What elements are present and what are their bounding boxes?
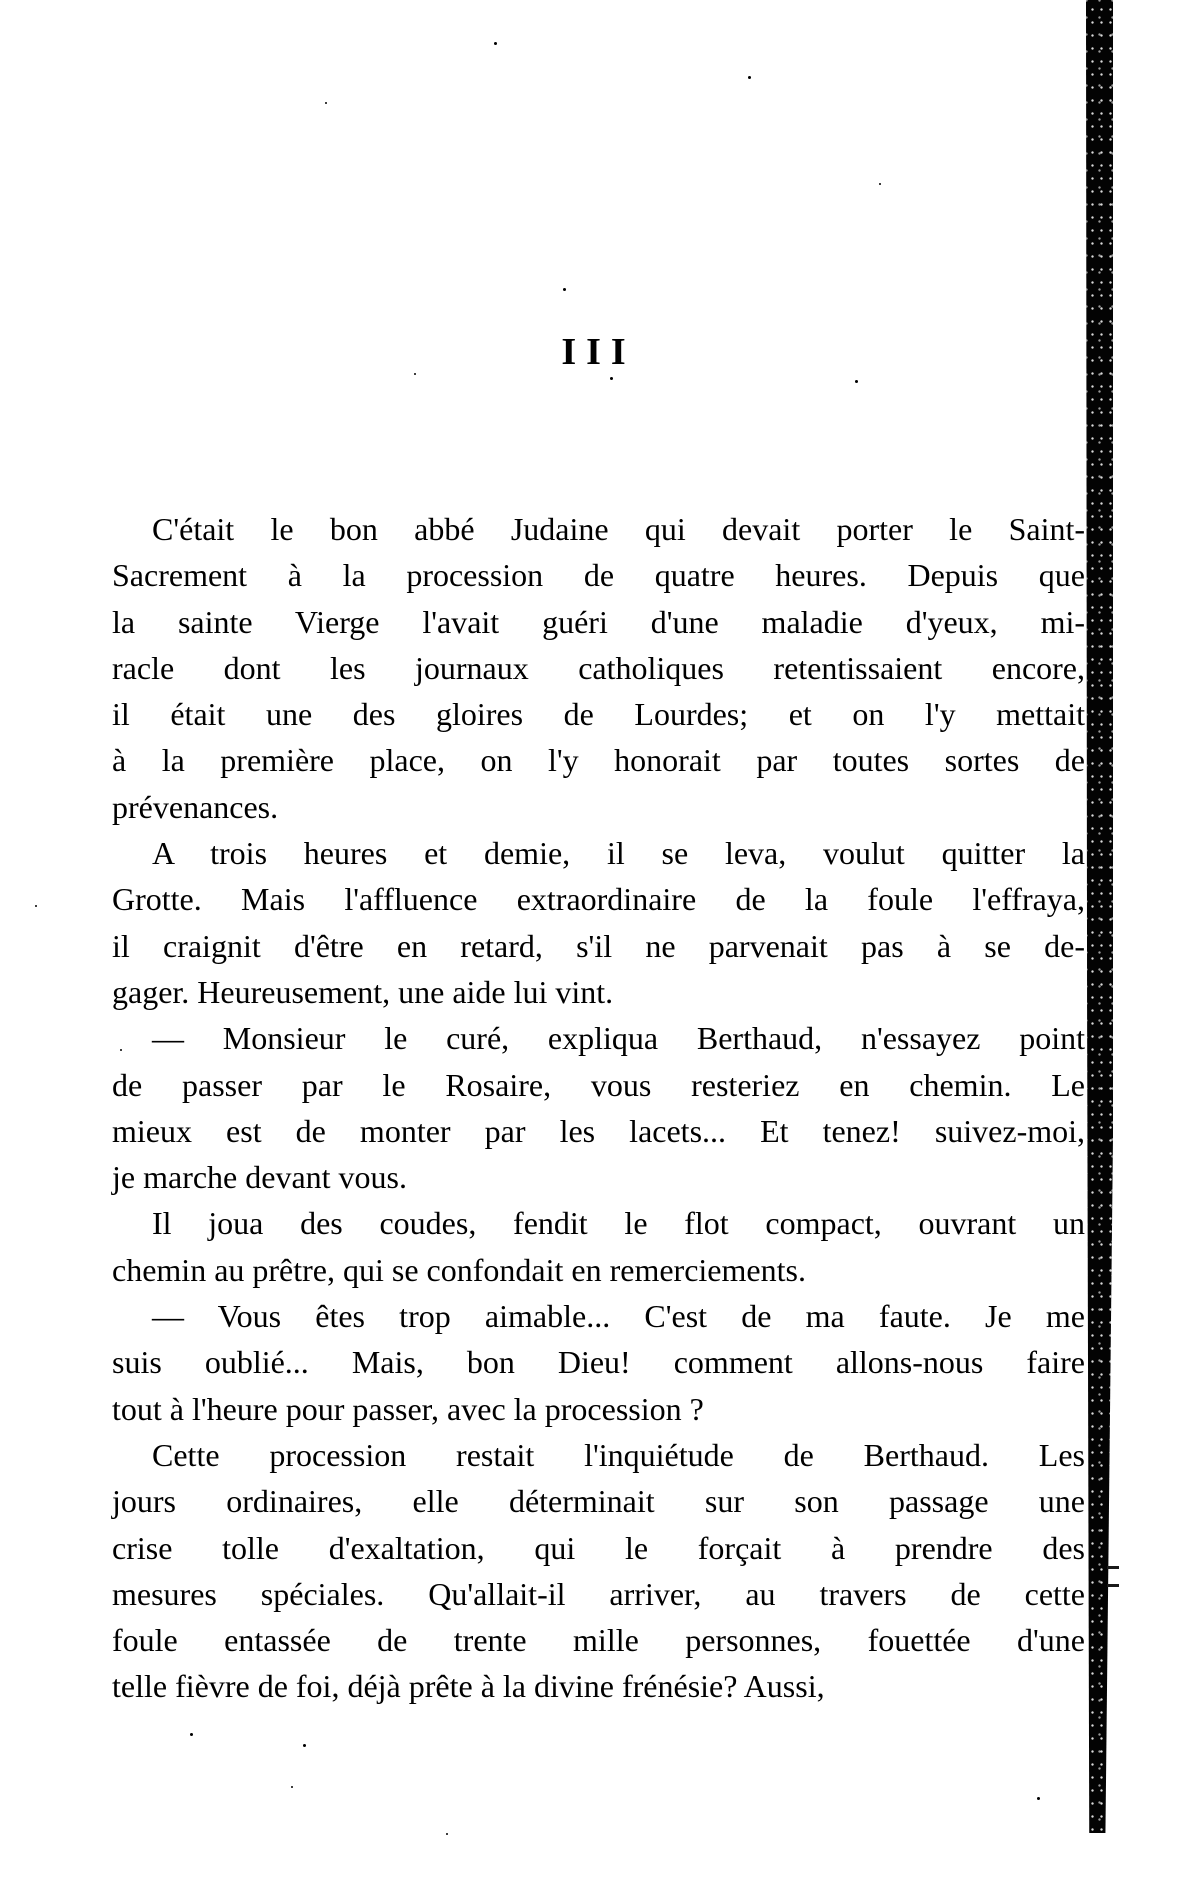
chapter-heading: III bbox=[561, 331, 636, 373]
text-line: racle dont les journaux catholiques retentissaient encore, bbox=[112, 649, 1085, 686]
text-line: suis oublié... Mais, bon Dieu! comment allons-nous faire bbox=[112, 1344, 1085, 1381]
text-line: Grotte. Mais l'affluence extraordinaire de la foule l'effraya, bbox=[112, 881, 1085, 918]
scan-speck bbox=[855, 380, 858, 383]
text-line: prévenances. bbox=[112, 788, 279, 825]
margin-mark bbox=[1107, 1566, 1119, 1569]
scan-speck bbox=[446, 1833, 448, 1835]
scan-speck bbox=[879, 183, 881, 185]
scan-speck bbox=[35, 905, 37, 907]
scan-speck bbox=[1037, 1797, 1040, 1800]
text-line: à la première place, on l'y honorait par toutes sortes de bbox=[112, 742, 1085, 779]
text-line: il était une des gloires de Lourdes; et on l'y mettait bbox=[112, 696, 1085, 733]
text-line: A trois heures et demie, il se leva, voulut quitter la bbox=[152, 835, 1085, 872]
text-line: Sacrement à la procession de quatre heures. Depuis que bbox=[112, 557, 1085, 594]
text-line: Il joua des coudes, fendit le flot compact, ouvrant un bbox=[152, 1205, 1085, 1242]
scan-speck bbox=[563, 288, 566, 291]
text-block bbox=[112, 506, 1085, 1710]
text-line: jours ordinaires, elle déterminait sur son passage une bbox=[112, 1483, 1085, 1520]
text-line: tout à l'heure pour passer, avec la procession ? bbox=[112, 1390, 704, 1427]
scan-speck bbox=[303, 1744, 306, 1747]
text-line: de passer par le Rosaire, vous resteriez en chemin. Le bbox=[112, 1066, 1085, 1103]
text-line: chemin au prêtre, qui se confondait en remerciements. bbox=[112, 1251, 806, 1288]
scan-speck bbox=[120, 1049, 122, 1051]
scan-speck bbox=[291, 1786, 293, 1788]
scan-gutter-band bbox=[1086, 0, 1113, 1833]
scan-speck bbox=[325, 102, 327, 104]
scan-speck bbox=[190, 1733, 193, 1736]
text-line: Cette procession restait l'inquiétude de Berthaud. Les bbox=[152, 1436, 1085, 1473]
text-line: mesures spéciales. Qu'allait-il arriver, au travers de cette bbox=[112, 1575, 1085, 1612]
text-line: foule entassée de trente mille personnes, fouettée d'une bbox=[112, 1622, 1085, 1659]
text-line: il craignit d'être en retard, s'il ne parvenait pas à se de- bbox=[112, 927, 1085, 964]
text-line: crise tolle d'exaltation, qui le forçait à prendre des bbox=[112, 1529, 1085, 1566]
text-line: la sainte Vierge l'avait guéri d'une maladie d'yeux, mi- bbox=[112, 603, 1085, 640]
text-line: je marche devant vous. bbox=[112, 1159, 407, 1196]
scan-speck bbox=[494, 42, 497, 45]
text-line: — Monsieur le curé, expliqua Berthaud, n'essayez point bbox=[152, 1020, 1085, 1057]
text-line: telle fièvre de foi, déjà prête à la divine frénésie? Aussi, bbox=[112, 1668, 825, 1705]
scan-speck bbox=[748, 76, 751, 79]
scan-speck bbox=[610, 377, 613, 380]
scan-speck bbox=[414, 373, 416, 375]
text-line: mieux est de monter par les lacets... Et tenez! suivez-moi, bbox=[112, 1112, 1085, 1149]
text-line: — Vous êtes trop aimable... C'est de ma faute. Je me bbox=[152, 1298, 1085, 1335]
margin-mark bbox=[1107, 1584, 1119, 1587]
text-line: C'était le bon abbé Judaine qui devait porter le Saint- bbox=[152, 511, 1085, 547]
text-line: gager. Heureusement, une aide lui vint. bbox=[112, 973, 614, 1010]
